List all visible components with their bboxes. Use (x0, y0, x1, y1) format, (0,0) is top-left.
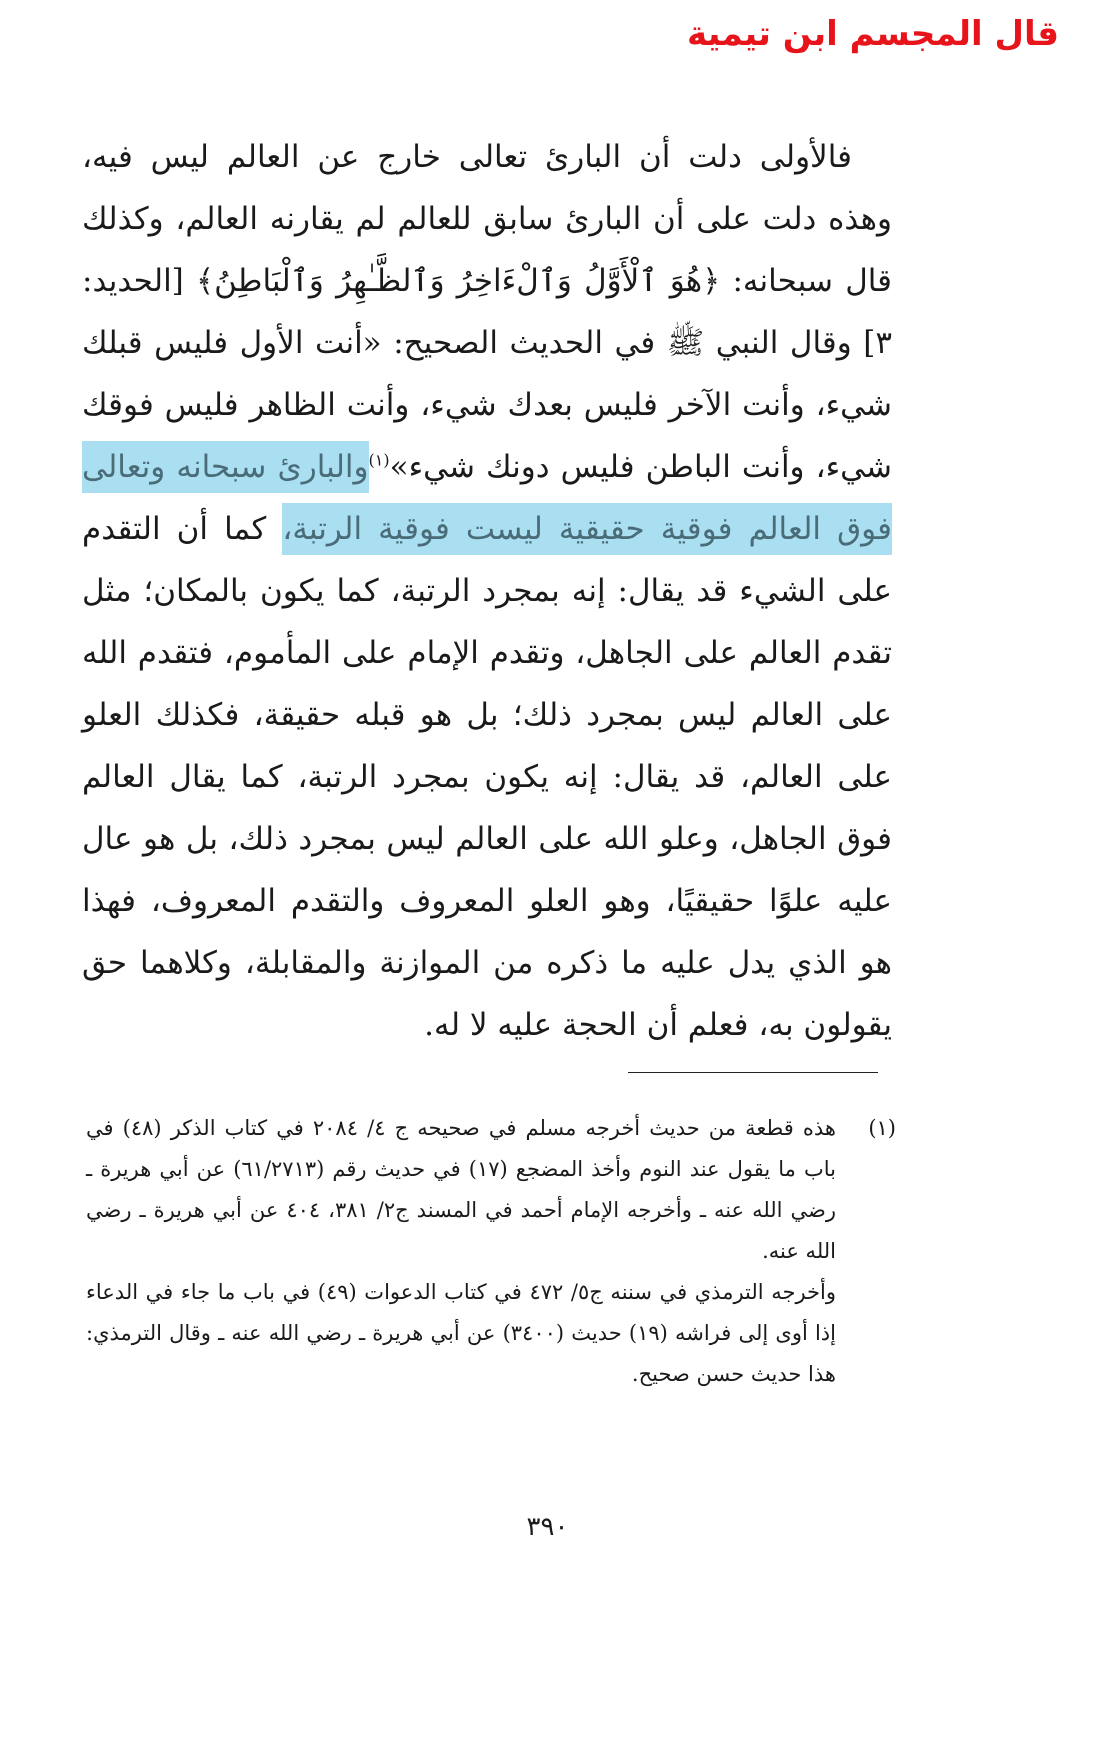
footnote-number: (١) (868, 1116, 896, 1140)
main-text (82, 126, 892, 1056)
footnotes (86, 1108, 896, 1395)
footnote-reference[interactable]: (١) (368, 450, 390, 470)
footnote-divider (628, 1072, 878, 1073)
footnote-entry (86, 1108, 896, 1395)
page-number: ٣٩٠ (526, 1512, 569, 1542)
main-text-after-highlight: كما أن التقدم على الشيء قد يقال: إنه بمجرد الرتبة، كما يكون بالمكان؛ مثل تقدم العالم على الجاهل، وتقدم الإمام على المأموم، فتقدم الله على العالم ليس بمجرد ذلك؛ بل هو قبله حقيقة، فكذلك العلو على العالم، قد يقال: إنه يكون بمجرد الرتبة، كما يقال العالم فوق الجاهل، وعلو الله على العالم ليس بمجرد ذلك، بل هو عال عليه علوًا حقيقيًا، وهو العلو المعروف والتقدم المعروف، فهذا هو الذي يدل عليه ما ذكره من الموازنة والمقابلة، وكلاهما حق يقولون به، فعلم أن الحجة عليه لا له. (82, 511, 892, 1043)
footnote-body (86, 1108, 836, 1395)
footnote-paragraph: هذه قطعة من حديث أخرجه مسلم في صحيحه ج ٤/ ٢٠٨٤ في كتاب الذكر (٤٨) في باب ما يقول عند النوم وأخذ المضجع (١٧) في حديث رقم (٦١/٢٧١٣) عن أبي هريرة ـ رضي الله عنه ـ وأخرجه الإمام أحمد في المسند ج٢/ ٣٨١، ٤٠٤ عن أبي هريرة ـ رضي الله عنه. (86, 1116, 836, 1263)
page-title: قال المجسم ابن تيمية (687, 14, 1059, 54)
footnote-paragraph: وأخرجه الترمذي في سننه ج٥/ ٤٧٢ في كتاب الدعوات (٤٩) في باب ما جاء في الدعاء إذا أوى إلى فراشه (١٩) حديث (٣٤٠٠) عن أبي هريرة ـ رضي الله عنه ـ وقال الترمذي: هذا حديث حسن صحيح. (86, 1280, 836, 1386)
highlighted-text[interactable]: والبارئ سبحانه وتعالى فوق العالم فوقية حقيقية ليست فوقية الرتبة، (82, 441, 892, 555)
main-text-before-highlight: فالأولى دلت أن البارئ تعالى خارج عن العالم ليس فيه، وهذه دلت على أن البارئ سابق للعالم لم يقارنه العالم، وكذلك قال سبحانه: ﴿هُوَ ٱلْأَوَّلُ وَٱلْءَاخِرُ وَٱلظَّـٰهِرُ وَٱلْبَاطِنُ﴾ [الحديد: ٣] وقال النبي ﷺ في الحديث الصحيح: «أنت الأول فليس قبلك شيء، وأنت الآخر فليس بعدك شيء، وأنت الظاهر فليس فوقك شيء، وأنت الباطن فليس دونك شيء» (82, 139, 892, 485)
main-paragraph (82, 126, 892, 1056)
